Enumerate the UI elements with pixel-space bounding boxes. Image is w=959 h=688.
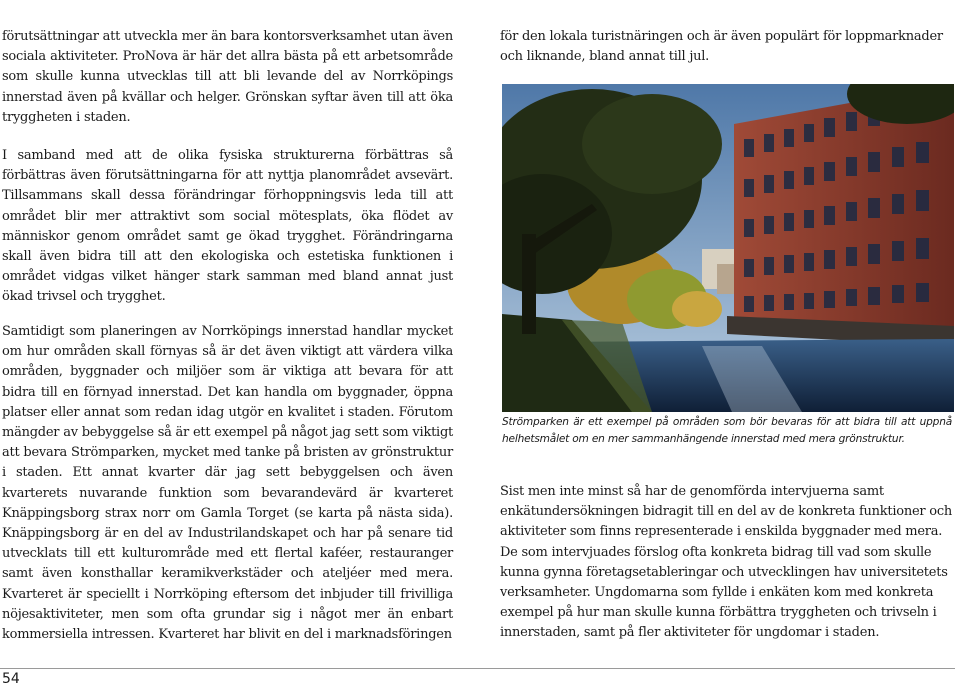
photo-caption: Strömparken är ett exempel på områden som bör bevaras för att bidra till att uppnå helhetsmålet om en mer sammanhängende innerstad med mera grönstruktur. xyxy=(502,416,952,445)
body-text: I samband med att de olika fysiska strukturerna förbättras så förbättras även förutsättningarna för att nyttja planområdet avsevärt. Tillsammans skall dessa förändringar förhoppningsvis leda till att området blir mer attraktivt som social mötesplats, öka flödet av människor genom området samt ge ökad trygghet. Förändringarna skall även bidra till att den ekologiska och estetiska funktionen i området vidgas vilket hänger stark samman med bland annat just ökad trivsel och trygghet. xyxy=(2,148,453,305)
left-paragraph-2 xyxy=(2,146,453,308)
right-paragraph-1 xyxy=(500,27,952,67)
right-paragraph-2 xyxy=(500,482,952,644)
stromparken-photo xyxy=(502,84,954,412)
left-paragraph-1 xyxy=(2,27,453,128)
body-text: Sist men inte minst så har de genomförda intervjuerna samt enkätundersökningen bidragit till en del av de konkreta funktioner och aktiviteter som finns representerade i enskilda byggnader med mera. De som intervjuades förslog ofta konkreta bidrag till vad som skulle kunna gynna företagsetableringar och utvecklingen hav universitetets verksamheter. Ungdomarna som fyllde i enkäten kom med konkreta exempel på hur man skulle kunna förbättra tryggheten och trivseln i innerstaden, samt på fler aktiviteter för ungdomar i staden. xyxy=(500,484,953,641)
body-text: förutsättningar att utveckla mer än bara kontorsverksamhet utan även sociala aktiviteter. ProNova är här det allra bästa på ett arbetsområde som skulle kunna utvecklas till att bli levande del av Norrköpings innerstad även på kvällar och helger. Grönskan syftar även till att öka tryggheten i staden. xyxy=(2,29,453,125)
body-text: för den lokala turistnäringen och är även populärt för loppmarknader och liknande, bland annat till jul. xyxy=(500,29,943,65)
body-text: Samtidigt som planeringen av Norrköpings innerstad handlar mycket om hur områden skall förnyas så är det även viktigt att värdera vilka områden, byggnader och miljöer som är viktiga att bevara för att bidra till en förnyad innerstad. Det kan handla om byggnader, öppna platser eller annat som redan idag utgör en kvalitet i staden. Förutom mängder av bebyggelse så är ett exempel på något jag sett som viktigt att bevara Strömparken, mycket med tanke på bristen av grönstruktur i staden. Ett annat kvarter där jag sett bebyggelsen och även kvarterets nuvarande funktion som bevarandevärd är kvarteret Knäppingsborg strax norr om Gamla Torget (se karta på nästa sida). Knäppingsborg är en del av Industrilandskapet och har på senare tid utvecklats till ett kulturområde med ett flertal kaféer, restauranger samt även konsthallar keramikverkstäder och ateljéer med mera. Kvarteret är speciellt i Norrköping eftersom det inbjuder till frivilliga nöjesaktiviteter, men som ofta grundar sig i något mer än enbart kommersiella intressen. Kvarteret har blivit en del i marknadsföringen xyxy=(2,324,453,643)
page-number: 54 xyxy=(2,671,20,687)
left-paragraph-3 xyxy=(2,322,453,645)
footer-divider xyxy=(0,668,955,669)
